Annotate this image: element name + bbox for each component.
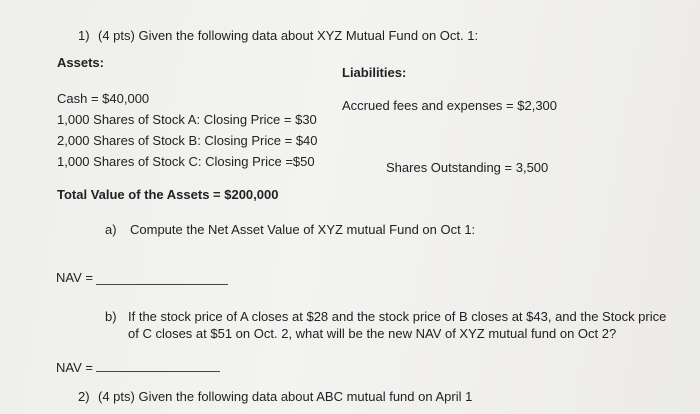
part-b-text-line2: of C closes at $51 on Oct. 2, what will be the new NAV of XYZ mutual fund on Oct 2? <box>128 326 617 341</box>
part-b-nav-label: NAV = <box>56 360 93 375</box>
question-2-heading: (4 pts) Given the following data about ABC mutual fund on April 1 <box>98 389 473 404</box>
stock-c-line: 1,000 Shares of Stock C: Closing Price =$50 <box>57 154 315 169</box>
part-b-text-line1: If the stock price of A closes at $28 and the stock price of B closes at $43, and the Stock price <box>128 309 667 324</box>
total-assets-line: Total Value of the Assets = $200,000 <box>57 187 279 202</box>
liabilities-label: Liabilities: <box>342 65 407 80</box>
question-2-number: 2) <box>78 389 90 404</box>
part-a-label: a) <box>105 222 117 237</box>
part-b-label: b) <box>105 309 117 324</box>
question-1-heading: (4 pts) Given the following data about XYZ Mutual Fund on Oct. 1: <box>98 28 479 43</box>
shares-outstanding-line: Shares Outstanding = 3,500 <box>386 160 549 175</box>
question-1-number: 1) <box>78 28 90 43</box>
part-a-text: Compute the Net Asset Value of XYZ mutual Fund on Oct 1: <box>130 222 476 237</box>
accrued-fees-line: Accrued fees and expenses = $2,300 <box>342 98 558 113</box>
part-b-answer-blank[interactable] <box>96 371 220 372</box>
assets-label: Assets: <box>57 55 104 70</box>
part-a-answer-blank[interactable] <box>96 284 228 285</box>
stock-b-line: 2,000 Shares of Stock B: Closing Price = $40 <box>57 133 318 148</box>
part-a-nav-label: NAV = <box>56 270 93 285</box>
stock-a-line: 1,000 Shares of Stock A: Closing Price = $30 <box>57 112 317 127</box>
cash-line: Cash = $40,000 <box>57 91 150 106</box>
